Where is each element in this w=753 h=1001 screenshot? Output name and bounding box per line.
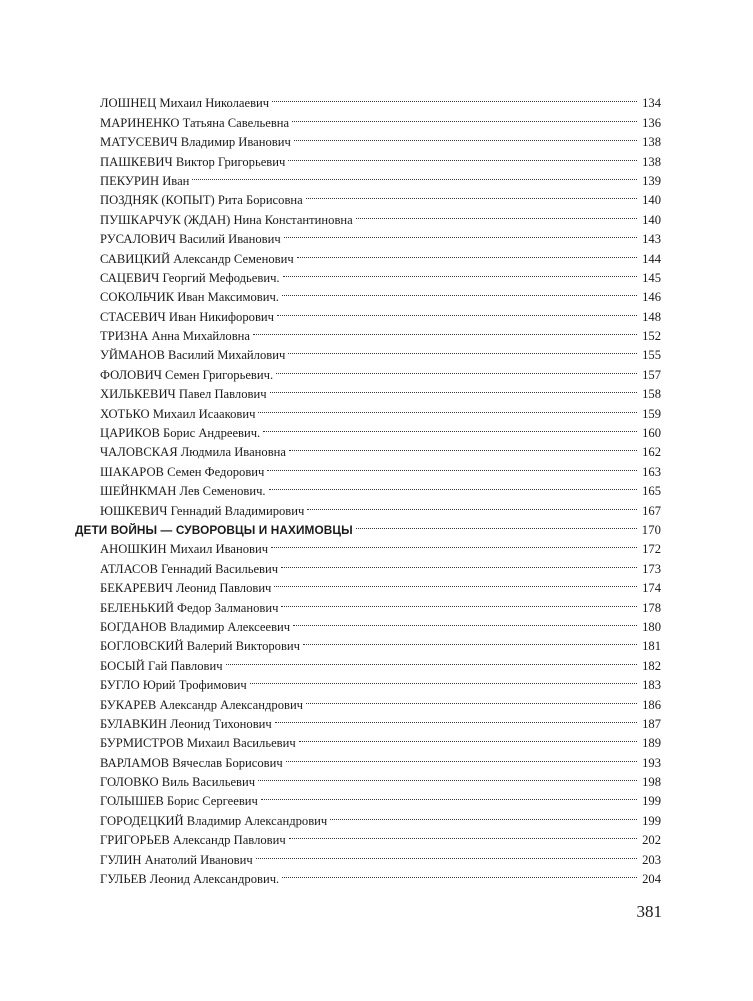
toc-entry-name: БОГЛОВСКИЙ Валерий Викторович (100, 639, 300, 654)
toc-entry-page: 204 (642, 872, 661, 887)
toc-entry-name: ПОЗДНЯК (КОПЫТ) Рита Борисовна (100, 193, 303, 208)
toc-entry-page: 138 (642, 154, 661, 169)
toc-entry-page: 178 (642, 600, 661, 615)
dot-leader (281, 592, 637, 611)
dot-leader (250, 670, 637, 689)
toc-entry-page: 136 (642, 115, 661, 130)
toc-entry-page: 183 (642, 678, 661, 693)
toc-entry-name: ЛОШНЕЦ Михаил Николаевич (100, 96, 270, 111)
toc-entry-name: БУЛАВКИН Леонид Тихонович (100, 716, 272, 731)
dot-leader (294, 127, 637, 146)
toc-entry-name: БУГЛО Юрий Трофимович (100, 678, 247, 693)
toc-entry-name: ГРИГОРЬЕВ Александр Павлович (100, 833, 286, 848)
toc-entry-name: РУСАЛОВИЧ Василий Иванович (100, 232, 281, 247)
toc-entry-page: 140 (642, 193, 661, 208)
toc-entry-name: БУРМИСТРОВ Михаил Васильевич (100, 736, 296, 751)
dot-leader (356, 515, 637, 534)
dot-leader (281, 553, 637, 572)
dot-leader (276, 359, 637, 378)
dot-leader (258, 398, 637, 417)
toc-entry-name: БЕКАРЕВИЧ Леонид Павлович (100, 581, 272, 596)
toc-entry-page: 152 (642, 329, 661, 344)
toc-entry-page: 198 (642, 775, 661, 790)
dot-leader (269, 476, 637, 495)
dot-leader (271, 534, 637, 553)
toc-entry-page: 155 (642, 348, 661, 363)
toc-entry-page: 160 (642, 426, 661, 441)
toc-entry-page: 182 (642, 658, 661, 673)
toc-entry-name: ХИЛЬКЕВИЧ Павел Павлович (100, 387, 267, 402)
toc-entry-page: 163 (642, 464, 661, 479)
dot-leader (306, 185, 637, 204)
toc-entry-name: ГУЛИН Анатолий Иванович (100, 852, 253, 867)
toc-entry-page: 144 (642, 251, 661, 266)
toc-entry-name: ВАРЛАМОВ Вячеслав Борисович (100, 755, 283, 770)
dot-leader (289, 437, 637, 456)
toc-entry-name: ПАШКЕВИЧ Виктор Григорьевич (100, 154, 286, 169)
toc-entry-page: 146 (642, 290, 661, 305)
toc-entry-page: 138 (642, 135, 661, 150)
dot-leader (293, 612, 637, 631)
dot-leader (274, 573, 637, 592)
dot-leader (253, 321, 637, 340)
dot-leader (258, 767, 637, 786)
toc-entry-name: СТАСЕВИЧ Иван Никифорович (100, 309, 274, 324)
toc-entry-name: БУКАРЕВ Александр Александрович (100, 697, 304, 712)
toc-entry-name: ГОРОДЕЦКИЙ Владимир Александрович (100, 813, 328, 828)
dot-leader (288, 146, 637, 165)
dot-leader (283, 263, 637, 282)
toc-entry-page: 187 (642, 716, 661, 731)
dot-leader (288, 340, 637, 359)
toc-entry-name: ГУЛЬЕВ Леонид Александрович. (100, 872, 280, 887)
dot-leader (226, 650, 637, 669)
toc-entry-name: МАТУСЕВИЧ Владимир Иванович (100, 135, 291, 150)
toc-entry-name: ЦАРИКОВ Борис Андреевич. (100, 426, 261, 441)
dot-leader (192, 166, 637, 185)
toc-entry-page: 186 (642, 697, 661, 712)
toc-entry-name: ПЕКУРИН Иван (100, 173, 190, 188)
toc-entry-name: БЕЛЕНЬКИЙ Федор Залманович (100, 600, 279, 615)
section-page: 170 (641, 522, 661, 537)
dot-leader (263, 418, 637, 437)
toc-entry-name: АНОШКИН Михаил Иванович (100, 542, 269, 557)
toc-entry-name: АТЛАСОВ Геннадий Васильевич (100, 561, 279, 576)
toc-entry-name: ТРИЗНА Анна Михайловна (100, 329, 251, 344)
toc-entry-page: 143 (642, 232, 661, 247)
toc-entry-name: САЦЕВИЧ Георгий Мефодьевич. (100, 270, 280, 285)
toc-entry-name: САВИЦКИЙ Александр Семенович (100, 251, 294, 266)
toc-entry-page: 159 (642, 406, 661, 421)
toc-entry-name: БОСЫЙ Гай Павлович (100, 658, 223, 673)
page-number: 381 (636, 902, 662, 921)
toc-entry-page: 139 (642, 173, 661, 188)
toc-entry-page: 145 (642, 270, 661, 285)
dot-leader (289, 825, 637, 844)
toc-entry-page: 199 (642, 794, 661, 809)
dot-leader (292, 107, 637, 126)
toc-entry-page: 157 (642, 367, 661, 382)
toc-entry-name: ЧАЛОВСКАЯ Людмила Ивановна (100, 445, 286, 460)
toc-entry-name: ПУШКАРЧУК (ЖДАН) Нина Константиновна (100, 212, 353, 227)
dot-leader (299, 728, 637, 747)
toc-entry-name: СОКОЛЬЧИК Иван Максимович. (100, 290, 279, 305)
toc-entry-page: 148 (642, 309, 661, 324)
dot-leader (275, 709, 637, 728)
toc-entry-page: 140 (642, 212, 661, 227)
toc-entry-page: 172 (642, 542, 661, 557)
dot-leader (270, 379, 637, 398)
toc-entry-name: ШАКАРОВ Семен Федорович (100, 464, 265, 479)
toc-entry-page: 173 (642, 561, 661, 576)
toc-entry-page: 199 (642, 813, 661, 828)
toc-entry-name: БОГДАНОВ Владимир Алексеевич (100, 619, 291, 634)
dot-leader (256, 844, 637, 863)
toc-entry-name: ГОЛОВКО Виль Васильевич (100, 775, 256, 790)
toc-entry-name: ХОТЬКО Михаил Исаакович (100, 406, 256, 421)
dot-leader (297, 243, 637, 262)
dot-leader (356, 204, 637, 223)
toc-entry-page: 162 (642, 445, 661, 460)
toc-entry-page: 189 (642, 736, 661, 751)
toc-entry-page: 165 (642, 484, 661, 499)
toc-entry-name: ГОЛЫШЕВ Борис Сергеевич (100, 794, 258, 809)
dot-leader (306, 689, 637, 708)
dot-leader (303, 631, 637, 650)
toc-entry-name: ШЕЙНКМАН Лев Семенович. (100, 484, 266, 499)
toc-entry-page: 174 (642, 581, 661, 596)
toc-entry-name: ЮШКЕВИЧ Геннадий Владимирович (100, 503, 305, 518)
dot-leader (267, 456, 637, 475)
toc-entry-page: 158 (642, 387, 661, 402)
toc-entry-page: 134 (642, 96, 661, 111)
toc-entry-page: 181 (642, 639, 661, 654)
toc-entry-name: МАРИНЕНКО Татьяна Савельевна (100, 115, 290, 130)
toc-entry-page: 167 (642, 503, 661, 518)
dot-leader (284, 224, 637, 243)
dot-leader (261, 786, 637, 805)
toc-entry-page: 202 (642, 833, 661, 848)
table-of-contents (75, 88, 661, 887)
dot-leader (272, 88, 637, 107)
dot-leader (330, 805, 637, 824)
toc-entry-page: 193 (642, 755, 661, 770)
dot-leader (307, 495, 637, 514)
section-title: ДЕТИ ВОЙНЫ — СУВОРОВЦЫ И НАХИМОВЦЫ (75, 522, 353, 537)
toc-entry-page: 180 (642, 619, 661, 634)
dot-leader (286, 747, 637, 766)
toc-entry (75, 88, 661, 111)
toc-entry-name: ФОЛОВИЧ Семен Григорьевич. (100, 367, 274, 382)
dot-leader (282, 864, 637, 883)
dot-leader (282, 282, 637, 301)
toc-entry-page: 203 (642, 852, 661, 867)
dot-leader (277, 301, 637, 320)
toc-entry-name: УЙМАНОВ Василий Михайлович (100, 348, 286, 363)
